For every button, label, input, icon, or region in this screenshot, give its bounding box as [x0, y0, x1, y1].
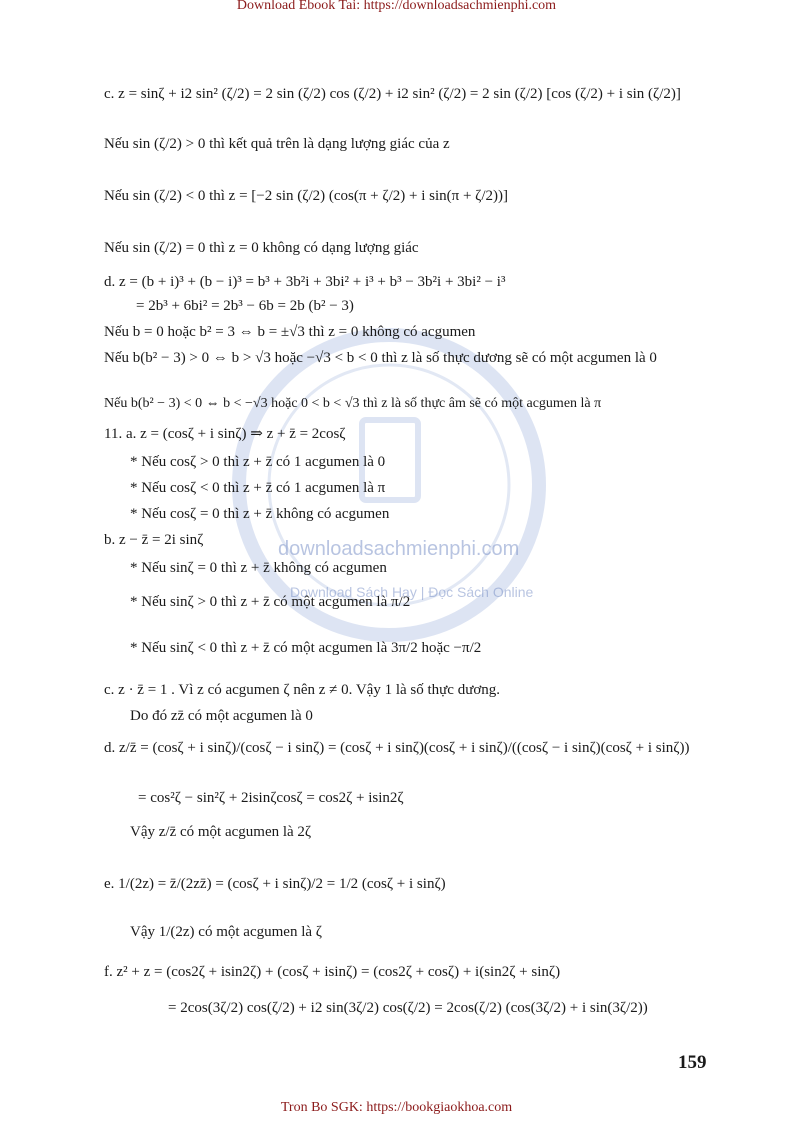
- watermark-site: downloadsachmienphi.com: [278, 538, 520, 560]
- line-11c-1: c. z · z̄ = 1 . Vì z có acgumen ζ nên z ≠ 0. Vậy 1 là số thực dương.: [104, 682, 501, 698]
- line-c4: Nếu sin (ζ/2) = 0 thì z = 0 không có dạng lượng giác: [104, 240, 419, 256]
- line-11b-2: * Nếu sinζ > 0 thì z + z̄ có một acgumen là π/2: [130, 594, 411, 610]
- line-11c-2: Do đó zz̄ có một acgumen là 0: [130, 708, 313, 724]
- line-11b: b. z − z̄ = 2i sinζ: [104, 532, 204, 548]
- line-11b-1: * Nếu sinζ = 0 thì z + z̄ không có acgumen: [130, 560, 387, 576]
- page-header[interactable]: Download Ebook Tai: https://downloadsachmienphi.com: [236, 0, 557, 13]
- line-11b-3: * Nếu sinζ < 0 thì z + z̄ có một acgumen là 3π/2 hoặc −π/2: [130, 640, 482, 656]
- page-footer[interactable]: Tron Bo SGK: https://bookgiaokhoa.com: [280, 1100, 513, 1115]
- line-11d-1: d. z/z̄ = (cosζ + i sinζ)/(cosζ − i sinζ) = (cosζ + i sinζ)(cosζ + i sinζ)/((cosζ − i sinζ)(cosζ + i sinζ)): [104, 740, 690, 756]
- line-c1: c. z = sinζ + i2 sin² (ζ/2) = 2 sin (ζ/2) cos (ζ/2) + i2 sin² (ζ/2) = 2 sin (ζ/2) [cos (ζ/2) + i sin (ζ/2)]: [104, 86, 681, 102]
- line-c2: Nếu sin (ζ/2) > 0 thì kết quả trên là dạng lượng giác của z: [104, 136, 450, 152]
- line-11e-2: Vậy 1/(2z) có một acgumen là ζ: [130, 924, 322, 940]
- line-11e-1: e. 1/(2z) = z̄/(2zz̄) = (cosζ + i sinζ)/2 = 1/2 (cosζ + i sinζ): [104, 876, 446, 892]
- line-11f-2: = 2cos(3ζ/2) cos(ζ/2) + i2 sin(3ζ/2) cos(ζ/2) = 2cos(ζ/2) (cos(3ζ/2) + i sin(3ζ/2)): [168, 1000, 648, 1016]
- line-d4: Nếu b(b² − 3) > 0 ⇔ b > √3 hoặc −√3 < b < 0 thì z là số thực dương sẽ có một acgumen là 0: [104, 350, 657, 366]
- line-11d-3: Vậy z/z̄ có một acgumen là 2ζ: [130, 824, 312, 840]
- line-d1: d. z = (b + i)³ + (b − i)³ = b³ + 3b²i + 3bi² + i³ + b³ − 3b²i + 3bi² − i³: [104, 274, 506, 290]
- line-d2: = 2b³ + 6bi² = 2b³ − 6b = 2b (b² − 3): [136, 298, 354, 314]
- line-11f-1: f. z² + z = (cos2ζ + isin2ζ) + (cosζ + isinζ) = (cos2ζ + cosζ) + i(sin2ζ + sinζ): [104, 964, 561, 980]
- line-11a-2: * Nếu cosζ < 0 thì z + z̄ có 1 acgumen là π: [130, 480, 386, 496]
- line-11a-3: * Nếu cosζ = 0 thì z + z̄ không có acgumen: [130, 506, 390, 522]
- line-11a: 11. a. z = (cosζ + i sinζ) ⇒ z + z̄ = 2cosζ: [104, 426, 346, 442]
- watermark-tagline: Download Sách Hay | Đọc Sách Online: [290, 584, 534, 600]
- line-11a-1: * Nếu cosζ > 0 thì z + z̄ có 1 acgumen là 0: [130, 454, 386, 470]
- page-number: 159: [678, 1052, 707, 1073]
- line-c3: Nếu sin (ζ/2) < 0 thì z = [−2 sin (ζ/2) (cos(π + ζ/2) + i sin(π + ζ/2))]: [104, 188, 509, 204]
- line-d3: Nếu b = 0 hoặc b² = 3 ⇔ b = ±√3 thì z = 0 không có acgumen: [104, 324, 476, 340]
- line-d5: Nếu b(b² − 3) < 0 ⇔ b < −√3 hoặc 0 < b < √3 thì z là số thực âm sẽ có một acgumen là π: [104, 396, 602, 411]
- line-11d-2: = cos²ζ − sin²ζ + 2isinζcosζ = cos2ζ + isin2ζ: [138, 790, 404, 806]
